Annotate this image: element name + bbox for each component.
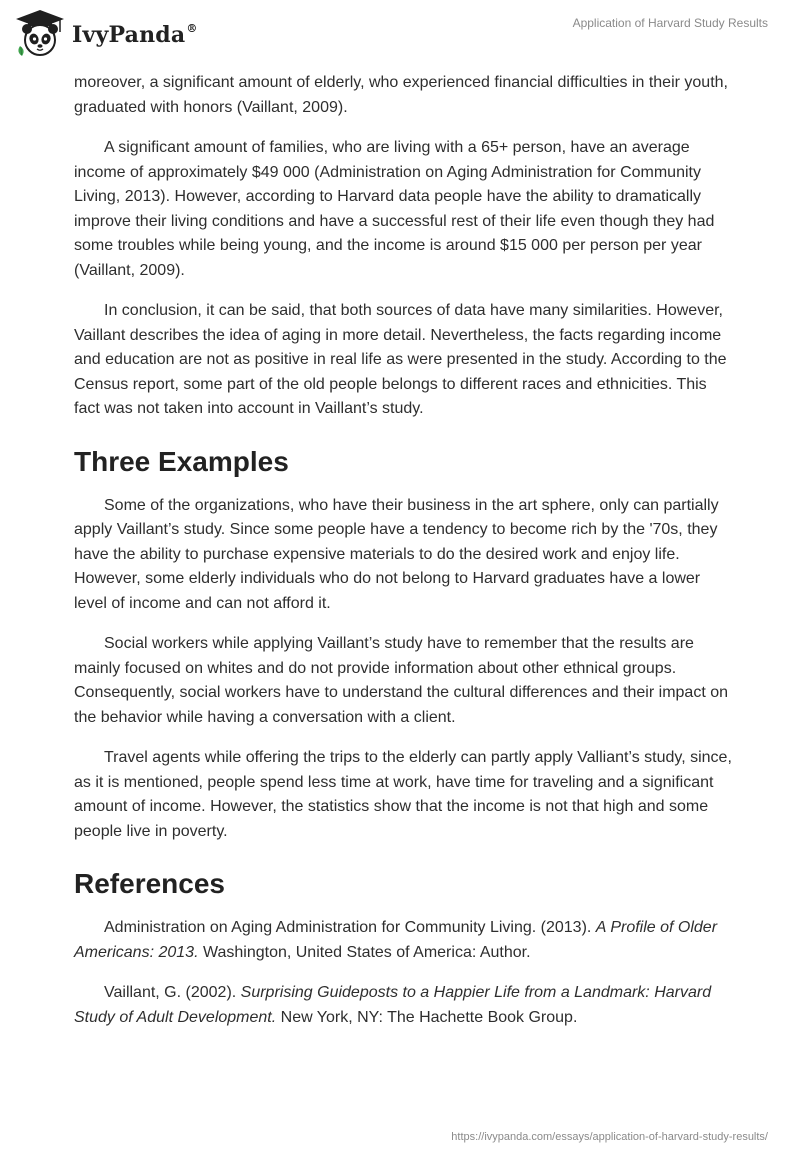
running-title: Application of Harvard Study Results [572, 16, 768, 30]
paragraph: moreover, a significant amount of elderly, who experienced financial difficulties in their youth, graduated with honors (Vaillant, 2009). [74, 74, 728, 116]
panda-graduate-icon [14, 8, 66, 58]
reference-entry [74, 916, 734, 965]
paragraph: A significant amount of families, who are living with a 65+ person, have an average income of approximately $49 000 (Administration on Aging Administration for Community Living, 2013). However, according to Harvard data people have the ability to dramatically improve their living conditions and have a successful rest of their life even though they had some troubles while being young, and the income is around $15 000 per person per year (Vaillant, 2009). [74, 139, 715, 279]
paragraph: Social workers while applying Vaillant’s study have to remember that the results are mainly focused on whites and do not provide information about other ethnical groups. Consequently, social workers have to understand the cultural differences and their impact on the behavior while having a conversation with a client. [74, 635, 728, 726]
reference-tail: Washington, United States of America: Author. [198, 943, 531, 961]
registered-mark: ® [186, 21, 198, 35]
paragraph: In conclusion, it can be said, that both sources of data have many similarities. However, Vaillant describes the idea of aging in more detail. Nevertheless, the facts regarding income and education are not as positive in real life as were presented in the study. According to the Census report, some part of the old people belongs to different races and ethnicities. This fact was not taken into account in Vaillant’s study. [74, 302, 727, 417]
page-header [0, 0, 800, 70]
section-heading-references: References [74, 868, 225, 899]
reference-entry [74, 981, 734, 1030]
reference-lead: Vaillant, G. (2002). [104, 984, 241, 1001]
reference-lead: Administration on Aging Administration for Community Living. (2013). [104, 919, 596, 936]
essay-content [74, 71, 734, 1046]
reference-title: Surprising Guideposts to a Happier Life from a Landmark: Harvard Study of Adult Development. [74, 984, 712, 1026]
section-heading-three-examples: Three Examples [74, 445, 289, 477]
reference-title: A Profile of Older Americans: 2013. [74, 919, 718, 961]
brand-name: IvyPanda® [72, 21, 198, 48]
paragraph: Some of the organizations, who have their business in the art sphere, only can partially apply Vaillant’s study. Since some people have a tendency to become rich by the '70s, they have the ability to purchase expensive materials to do the desired work and enjoy life. However, some elderly individuals who do not belong to Harvard graduates have a lower level of income and can not afford it. [74, 496, 719, 612]
paragraph: Travel agents while offering the trips to the elderly can partly apply Valliant’s study, since, as it is mentioned, people spend less time at work, have time for traveling and a significant amount of income. However, the statistics show that the income is not that high and some people live in poverty. [74, 749, 732, 840]
source-url[interactable]: https://ivypanda.com/essays/application-of-harvard-study-results/ [451, 1131, 768, 1143]
ivypanda-logo[interactable] [14, 8, 198, 58]
reference-tail: New York, NY: The Hachette Book Group. [276, 1008, 578, 1026]
